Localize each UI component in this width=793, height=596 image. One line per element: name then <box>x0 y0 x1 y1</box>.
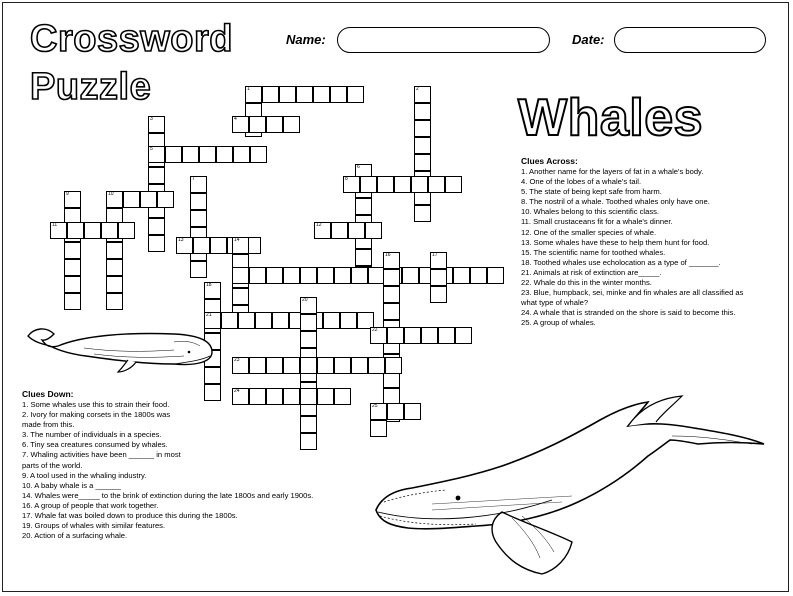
crossword-cell[interactable] <box>272 312 289 329</box>
clue-number: 20 <box>302 297 308 303</box>
crossword-cell[interactable] <box>334 357 351 374</box>
clue-number: 14 <box>234 237 240 243</box>
crossword-cell[interactable] <box>106 191 123 208</box>
crossword-cell[interactable] <box>204 282 221 299</box>
crossword-cell[interactable] <box>266 116 283 133</box>
crossword-cell[interactable] <box>262 86 279 103</box>
clue-line: 1. Some whales use this to strain their food. <box>22 400 170 409</box>
crossword-cell[interactable] <box>283 267 300 284</box>
humpback-whale-illustration <box>372 392 768 578</box>
crossword-cell[interactable] <box>314 222 331 239</box>
clue-number: 7 <box>192 176 195 182</box>
crossword-cell[interactable] <box>377 176 394 193</box>
crossword-cell[interactable] <box>190 210 207 227</box>
clue-line: 2. Ivory for making corsets in the 1800s was <box>22 410 171 420</box>
clue-number: 12 <box>316 222 322 228</box>
date-field[interactable] <box>614 27 766 53</box>
crossword-cell[interactable] <box>430 252 447 269</box>
crossword-cell[interactable] <box>249 116 266 133</box>
crossword-cell[interactable] <box>283 357 300 374</box>
clue-line: 8. The nostril of a whale. Toothed whales only have one. <box>521 197 710 207</box>
clue-line: parts of the world. <box>22 460 83 470</box>
clue-number: 21 <box>206 312 212 318</box>
clue-number: 1 <box>247 86 250 92</box>
crossword-cell[interactable] <box>323 312 340 329</box>
crossword-cell[interactable] <box>438 327 455 344</box>
crossword-cell[interactable] <box>157 191 174 208</box>
clue-number: 2 <box>416 86 419 92</box>
crossword-cell[interactable] <box>148 116 165 133</box>
crossword-cell[interactable] <box>355 198 372 215</box>
crossword-cell[interactable] <box>414 154 431 171</box>
clue-line: 15. The scientific name for toothed whales. <box>521 247 666 257</box>
crossword-cell[interactable] <box>414 120 431 137</box>
crossword-cell[interactable] <box>233 146 250 163</box>
clue-line: 1. Another name for the layers of fat in a whale's body. <box>521 167 704 176</box>
crossword-cell[interactable] <box>250 146 267 163</box>
clue-line: 7. Whaling activities have been ______ in most <box>22 450 181 460</box>
crossword-cell[interactable] <box>245 86 262 103</box>
clue-number: 6 <box>357 164 360 170</box>
crossword-cell[interactable] <box>445 176 462 193</box>
crossword-cell[interactable] <box>190 261 207 278</box>
clue-number: 11 <box>52 222 58 228</box>
crossword-cell[interactable] <box>148 235 165 252</box>
crossword-cell[interactable] <box>210 237 227 254</box>
crossword-cell[interactable] <box>368 357 385 374</box>
crossword-cell[interactable] <box>402 267 419 284</box>
crossword-cell[interactable] <box>216 146 233 163</box>
crossword-cell[interactable] <box>383 303 400 320</box>
clue-number: 5 <box>150 146 153 152</box>
crossword-cell[interactable] <box>123 191 140 208</box>
crossword-cell[interactable] <box>182 146 199 163</box>
crossword-cell[interactable] <box>430 286 447 303</box>
clue-number: 4 <box>234 116 237 122</box>
crossword-cell[interactable] <box>148 167 165 184</box>
clue-line: 3. The number of individuals in a species. <box>22 430 162 440</box>
clue-line: 24. A whale that is stranded on the shore is said to become this. <box>521 308 736 318</box>
crossword-cell[interactable] <box>414 137 431 154</box>
crossword-cell[interactable] <box>300 314 317 331</box>
clue-line: 21. Animals at risk of extinction are_____. <box>521 267 662 277</box>
clue-line: 12. One of the smaller species of whale. <box>521 227 657 237</box>
crossword-cell[interactable] <box>351 357 368 374</box>
clue-line: 16. A group of people that work together. <box>22 500 159 510</box>
clue-line: 10. Whales belong to this scientific class. <box>521 207 660 217</box>
crossword-cell[interactable] <box>190 193 207 210</box>
clue-number: 16 <box>385 252 391 258</box>
crossword-cell[interactable] <box>190 176 207 193</box>
crossword-cell[interactable] <box>106 259 123 276</box>
crossword-cell[interactable] <box>365 222 382 239</box>
sperm-whale-illustration <box>24 322 216 374</box>
crossword-cell[interactable] <box>430 269 447 286</box>
clue-line: 25. A group of whales. <box>521 318 596 328</box>
crossword-cell[interactable] <box>455 327 472 344</box>
crossword-cell[interactable] <box>148 146 165 163</box>
crossword-cell[interactable] <box>64 259 81 276</box>
crossword-cell[interactable] <box>232 288 249 305</box>
crossword-cell[interactable] <box>232 267 249 284</box>
crossword-cell[interactable] <box>330 86 347 103</box>
crossword-cell[interactable] <box>343 176 360 193</box>
crossword-cell[interactable] <box>383 269 400 286</box>
crossword-cell[interactable] <box>414 103 431 120</box>
crossword-cell[interactable] <box>414 86 431 103</box>
topic-title: Whales <box>518 89 704 147</box>
clue-number: 3 <box>150 116 153 122</box>
crossword-cell[interactable] <box>255 312 272 329</box>
clue-number: 18 <box>206 282 212 288</box>
clue-line: 6. Tiny sea creatures consumed by whales. <box>22 440 168 450</box>
crossword-cell[interactable] <box>67 222 84 239</box>
clue-line: 22. Whale do this in the winter months. <box>521 278 652 288</box>
crossword-cell[interactable] <box>351 267 368 284</box>
crossword-cell[interactable] <box>148 218 165 235</box>
crossword-cell[interactable] <box>394 176 411 193</box>
clues-down-heading: Clues Down: <box>22 389 74 399</box>
crossword-cell[interactable] <box>348 222 365 239</box>
crossword-cell[interactable] <box>101 222 118 239</box>
clue-line: what type of whale? <box>521 298 589 308</box>
crossword-cell[interactable] <box>106 242 123 259</box>
name-field[interactable] <box>337 27 550 53</box>
clue-number: 23 <box>234 357 240 363</box>
crossword-cell[interactable] <box>383 286 400 303</box>
crossword-cell[interactable] <box>421 327 438 344</box>
clue-line: 10. A baby whale is a ______ <box>22 480 121 490</box>
crossword-cell[interactable] <box>84 222 101 239</box>
crossword-cell[interactable] <box>232 237 249 254</box>
crossword-cell[interactable] <box>221 312 238 329</box>
clue-line: 17. Whale fat was boiled down to produce this during the 1800s. <box>22 511 238 521</box>
crossword-cell[interactable] <box>411 176 428 193</box>
crossword-cell[interactable] <box>300 331 317 348</box>
crossword-cell[interactable] <box>360 176 377 193</box>
clue-line: 23. Blue, humpback, sei, minke and fin whales are all classified as <box>521 288 744 298</box>
clue-number: 9 <box>66 191 69 197</box>
clue-line: 9. A tool used in the whaling industry. <box>22 470 147 480</box>
crossword-cell[interactable] <box>296 86 313 103</box>
crossword-cell[interactable] <box>238 312 255 329</box>
crossword-cell[interactable] <box>64 276 81 293</box>
crossword-cell[interactable] <box>50 222 67 239</box>
crossword-cell[interactable] <box>266 357 283 374</box>
crossword-cell[interactable] <box>317 267 334 284</box>
crossword-cell[interactable] <box>300 357 317 374</box>
crossword-cell[interactable] <box>331 222 348 239</box>
crossword-cell[interactable] <box>249 267 266 284</box>
clue-number: 8 <box>345 176 348 182</box>
crossword-cell[interactable] <box>414 205 431 222</box>
crossword-cell[interactable] <box>140 191 157 208</box>
crossword-cell[interactable] <box>193 237 210 254</box>
clue-line: 19. Groups of whales with similar features. <box>22 521 166 531</box>
crossword-cell[interactable] <box>428 176 445 193</box>
crossword-cell[interactable] <box>334 267 351 284</box>
crossword-cell[interactable] <box>106 293 123 310</box>
title-crossword: Crossword <box>30 18 233 60</box>
clue-line: 18. Toothed whales use echolocation as a type of _______. <box>521 257 721 267</box>
crossword-cell[interactable] <box>249 357 266 374</box>
crossword-cell[interactable] <box>165 146 182 163</box>
crossword-cell[interactable] <box>387 327 404 344</box>
crossword-cell[interactable] <box>487 267 504 284</box>
crossword-cell[interactable] <box>470 267 487 284</box>
clues-down-section <box>22 389 362 541</box>
title-puzzle: Puzzle <box>30 66 152 108</box>
clue-number: 25 <box>372 403 378 409</box>
crossword-cell[interactable] <box>453 267 470 284</box>
crossword-cell[interactable] <box>176 237 193 254</box>
crossword-cell[interactable] <box>232 116 249 133</box>
crossword-cell[interactable] <box>64 242 81 259</box>
crossword-cell[interactable] <box>347 86 364 103</box>
crossword-cell[interactable] <box>199 146 216 163</box>
crossword-cell[interactable] <box>340 312 357 329</box>
clue-number: 24 <box>234 388 240 394</box>
date-label: Date: <box>572 32 605 47</box>
crossword-cell[interactable] <box>106 276 123 293</box>
crossword-cell[interactable] <box>232 357 249 374</box>
clues-across-heading: Clues Across: <box>521 156 578 166</box>
crossword-cell[interactable] <box>355 249 372 266</box>
crossword-cell[interactable] <box>64 191 81 208</box>
crossword-cell[interactable] <box>383 252 400 269</box>
crossword-cell[interactable] <box>313 86 330 103</box>
crossword-cell[interactable] <box>266 267 283 284</box>
crossword-cell[interactable] <box>317 357 334 374</box>
clue-number: 22 <box>372 327 378 333</box>
clue-line: 20. Action of a surfacing whale. <box>22 531 128 541</box>
crossword-cell[interactable] <box>283 116 300 133</box>
crossword-cell[interactable] <box>300 267 317 284</box>
clue-line: 4. One of the lobes of a whale's tail. <box>521 177 642 187</box>
clue-line: 5. The state of being kept safe from harm. <box>521 187 662 197</box>
clue-number: 17 <box>432 252 438 258</box>
crossword-cell[interactable] <box>385 357 402 374</box>
name-label: Name: <box>286 32 326 47</box>
crossword-cell[interactable] <box>404 327 421 344</box>
clue-number: 13 <box>178 237 184 243</box>
clue-line: 13. Some whales have these to help them hunt for food. <box>521 237 710 247</box>
clue-number: 10 <box>108 191 114 197</box>
clues-across-section <box>521 156 776 329</box>
crossword-cell[interactable] <box>64 293 81 310</box>
clue-line: made from this. <box>22 420 75 430</box>
crossword-cell[interactable] <box>300 297 317 314</box>
crossword-cell[interactable] <box>279 86 296 103</box>
clue-line: 11. Small crustaceans fit for a whale's dinner. <box>521 217 673 227</box>
crossword-cell[interactable] <box>370 327 387 344</box>
crossword-cell[interactable] <box>118 222 135 239</box>
clue-line: 14. Whales were_____ to the brink of extinction during the late 1800s and early 1900s. <box>22 490 314 500</box>
